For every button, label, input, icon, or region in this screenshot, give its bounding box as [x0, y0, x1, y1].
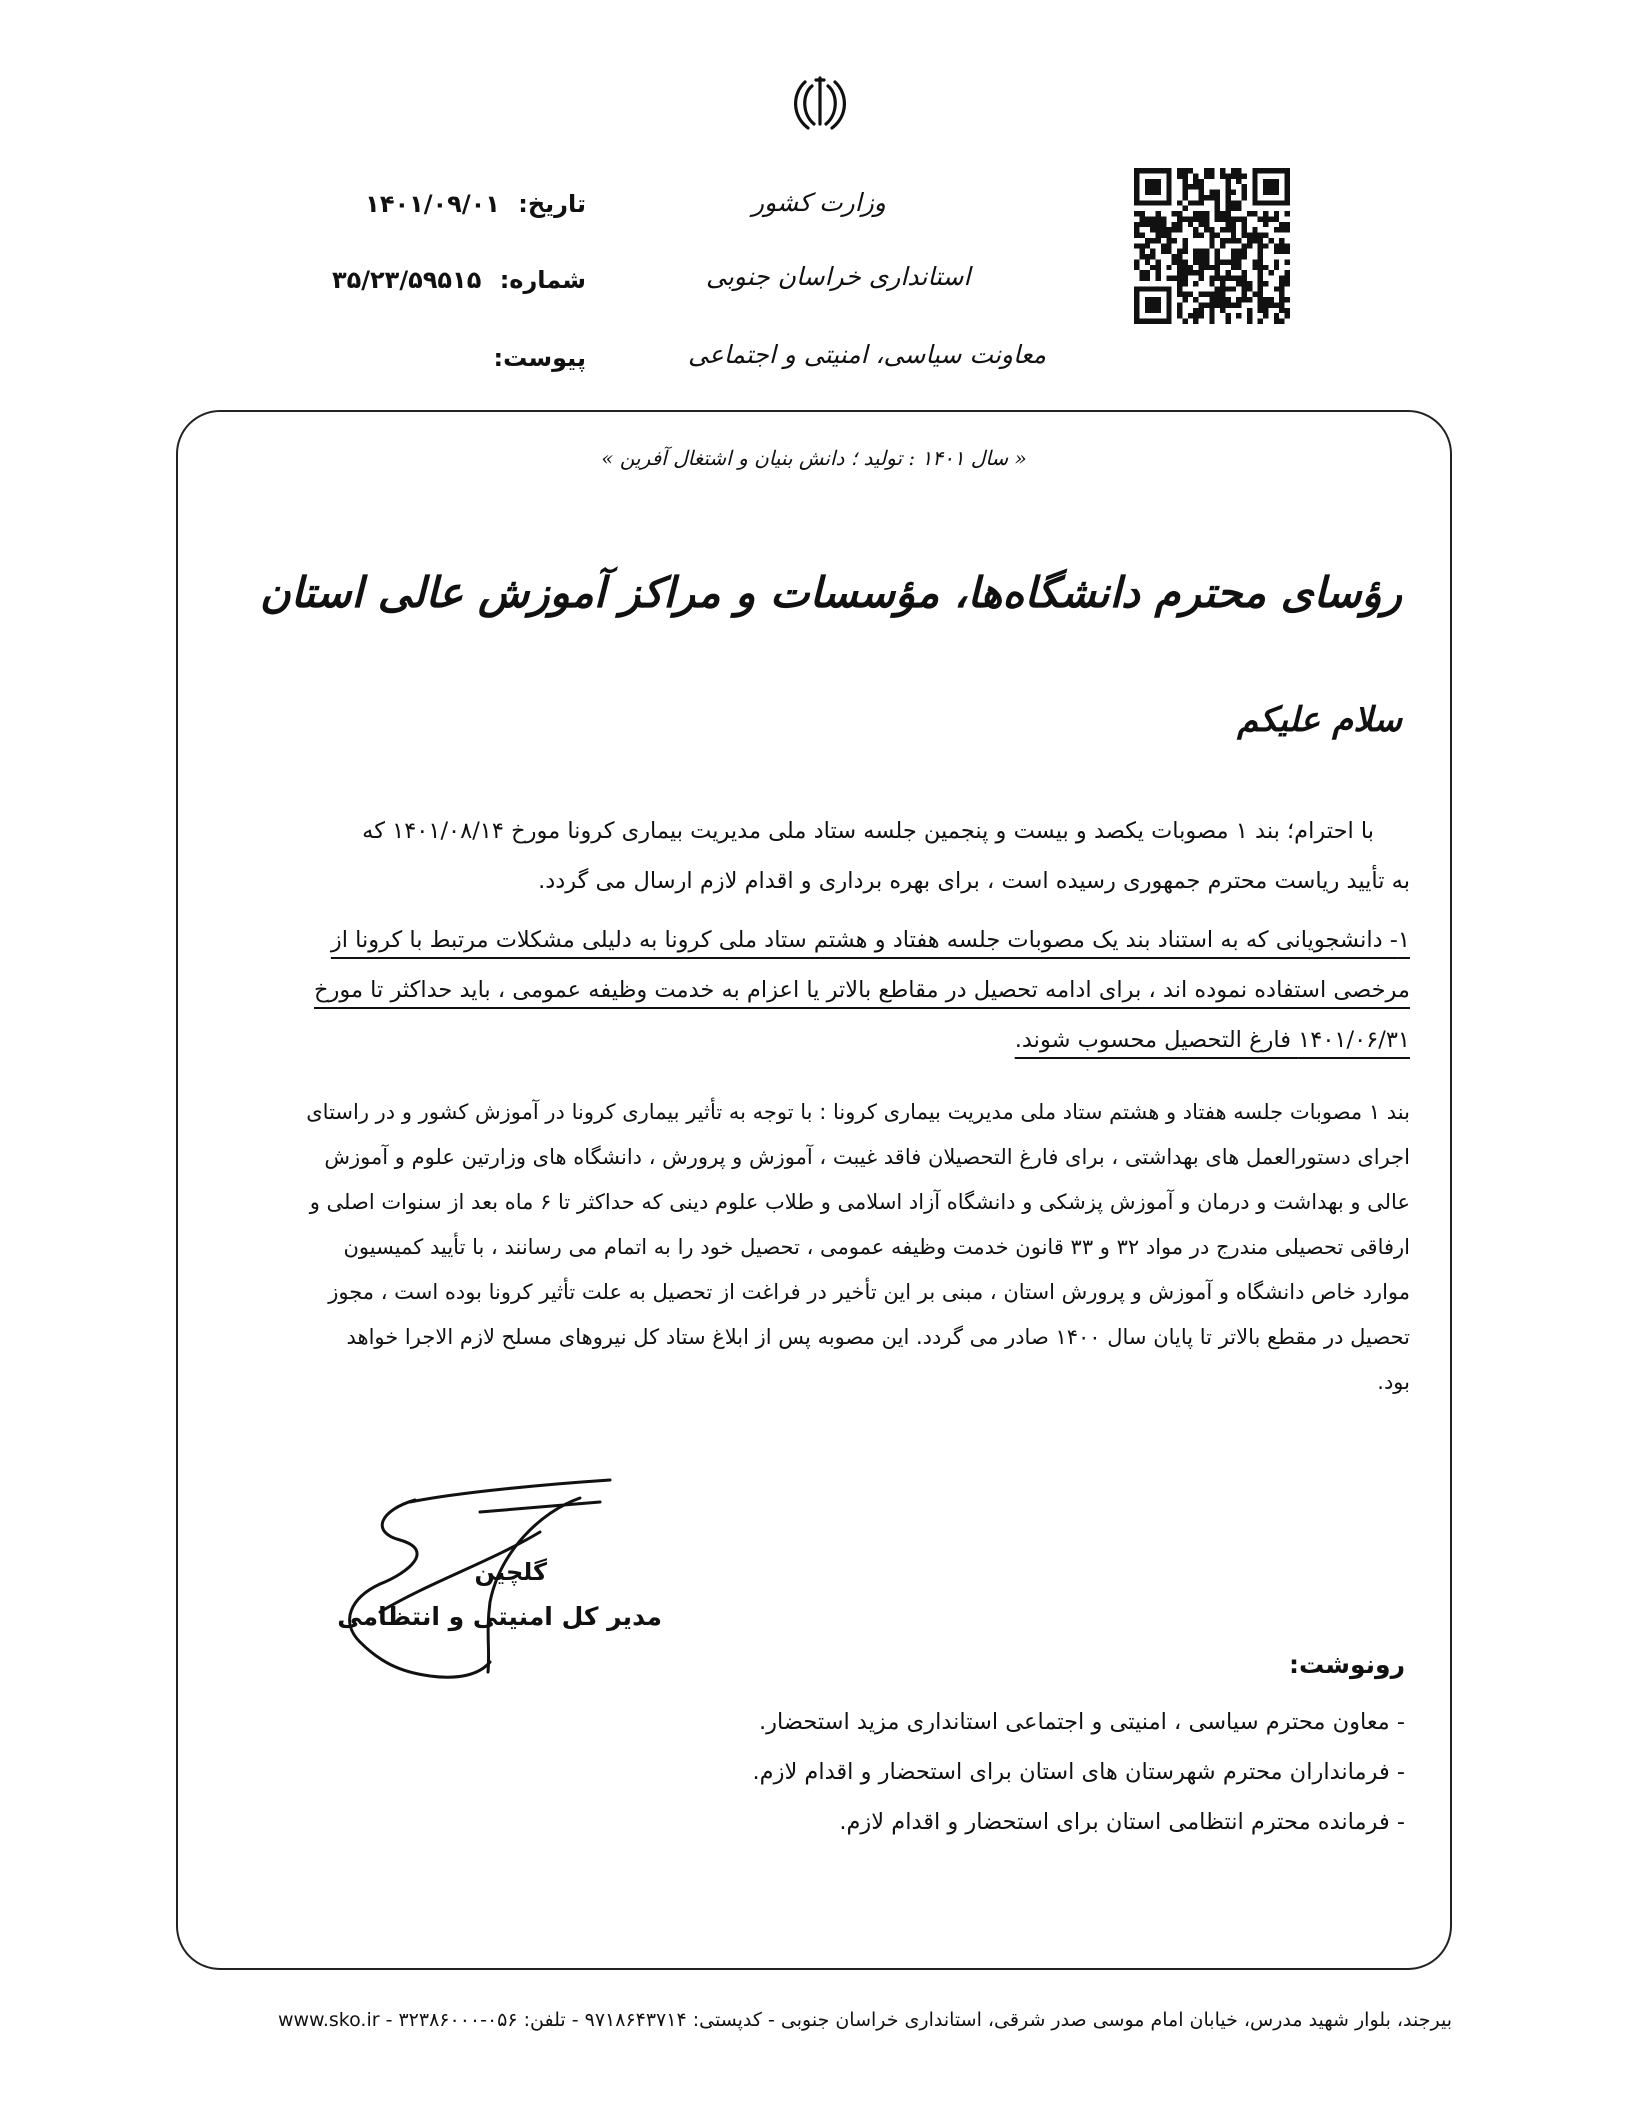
greeting: سلام علیکم [1237, 700, 1402, 740]
reference-line: عالی و بهداشت و درمان و آموزش پزشکی و دانشگاه آزاد اسلامی و طلاب علوم دینی که حداکثر تا ۶ ماه بعد از سنوات اصلی و [309, 1190, 1410, 1214]
number-row [332, 266, 586, 294]
item-1-line: ۱- دانشجویانی که به استناد بند یک مصوبات جلسه هفتاد و هشتم ستاد ملی کرونا به دلیلی مشکلات مرتبط با کرونا از [330, 927, 1410, 953]
reference-line: بند ۱ مصوبات جلسه هفتاد و هشتم ستاد ملی مدیریت بیماری کرونا : با توجه به تأثیر بیماری کرونا در آموزش کشور و در راستای [306, 1100, 1410, 1124]
cc-list [753, 1697, 1406, 1847]
reference-paragraph [215, 1090, 1410, 1405]
reference-line: تحصیل در مقطع بالاتر تا پایان سال ۱۴۰۰ صادر می گردد. این مصوبه پس از ابلاغ ستاد کل نیروهای مسلح لازم الاجرا خواهد [346, 1325, 1410, 1349]
cc-heading: رونوشت: [1288, 1650, 1405, 1679]
cc-item: - معاون محترم سیاسی ، امنیتی و اجتماعی استانداری مزید استحضار. [758, 1709, 1405, 1735]
attachment-label: پیوست: [493, 344, 586, 372]
qr-code-icon [1134, 168, 1290, 324]
number-label: شماره: [499, 266, 586, 294]
attachment-row [494, 344, 586, 372]
signatory-title: مدیر کل امنیتی و انتظامی [337, 1602, 662, 1631]
intro-line: به تأیید ریاست محترم جمهوری رسیده است ، برای بهره برداری و اقدام لازم ارسال می گردد. [538, 868, 1410, 894]
date-row [365, 190, 586, 218]
footer-address: بیرجند، بلوار شهید مدرس، خیابان امام موسی صدر شرقی، استانداری خراسان جنوبی - کدپستی: ۹۷۱۸۶۴۳۷۱۴ - تلفن: ۰۵۶-۳۲۳۸۶۰۰۰ - www.sko.ir [277, 2009, 1452, 2031]
cc-item: - فرمانده محترم انتظامی استان برای استحضار و اقدام لازم. [839, 1809, 1405, 1835]
deputy-name: معاونت سیاسی، امنیتی و اجتماعی [688, 340, 1047, 369]
reference-line: ارفاقی تحصیلی مندرج در مواد ۳۲ و ۳۳ قانون خدمت وظیفه عمومی ، تحصیل خود را به اتمام می رسانند ، با تأیید کمیسیون [343, 1235, 1410, 1259]
intro-line: با احترام؛ بند ۱ مصوبات یکصد و بیست و پنجمین جلسه ستاد ملی مدیریت بیماری کرونا مورخ ۱۴۰۱/۰۸/۱۴ که [362, 818, 1374, 844]
date-label: تاریخ: [518, 190, 586, 218]
item-1-paragraph [215, 915, 1410, 1065]
recipient-heading: رؤسای محترم دانشگاه‌ها، مؤسسات و مراکز آموزش عالی استان [259, 568, 1402, 617]
iran-emblem-icon [790, 72, 850, 134]
date-value: ۱۴۰۱/۰۹/۰۱ [365, 190, 500, 218]
item-1-line: ۱۴۰۱/۰۶/۳۱ فارغ التحصیل محسوب شوند. [1014, 1027, 1410, 1053]
item-1-line: مرخصی استفاده نموده اند ، برای ادامه تحصیل در مقاطع بالاتر یا اعزام به خدمت وظیفه عمومی ، باید حداکثر تا مورخ [313, 977, 1410, 1003]
signatory-name: گلچین [474, 1558, 547, 1586]
number-value: ۳۵/۲۳/۵۹۵۱۵ [331, 266, 482, 294]
intro-paragraph [215, 806, 1410, 906]
reference-line: موارد خاص دانشگاه و آموزش و پرورش استان ، مبنی بر این تأخیر در فراغت از تحصیل به علت تأثیر کرونا بوده است ، مجوز [328, 1280, 1410, 1304]
governorate-name: استانداری خراسان جنوبی [706, 262, 971, 291]
handwritten-signature [340, 1462, 630, 1732]
reference-line: اجرای دستورالعمل های بهداشتی ، برای فارغ التحصیلان فاقد غیبت ، آموزش و پرورش ، دانشگاه های وزارتین علوم و آموزش [324, 1145, 1410, 1169]
cc-item: - فرمانداران محترم شهرستان های استان برای استحضار و اقدام لازم. [752, 1759, 1405, 1785]
year-slogan: « سال ۱۴۰۱ : تولید ؛ دانش بنیان و اشتغال آفرین » [601, 446, 1027, 470]
ministry-name: وزارت کشور [752, 188, 886, 217]
reference-line: بود. [1377, 1370, 1410, 1394]
